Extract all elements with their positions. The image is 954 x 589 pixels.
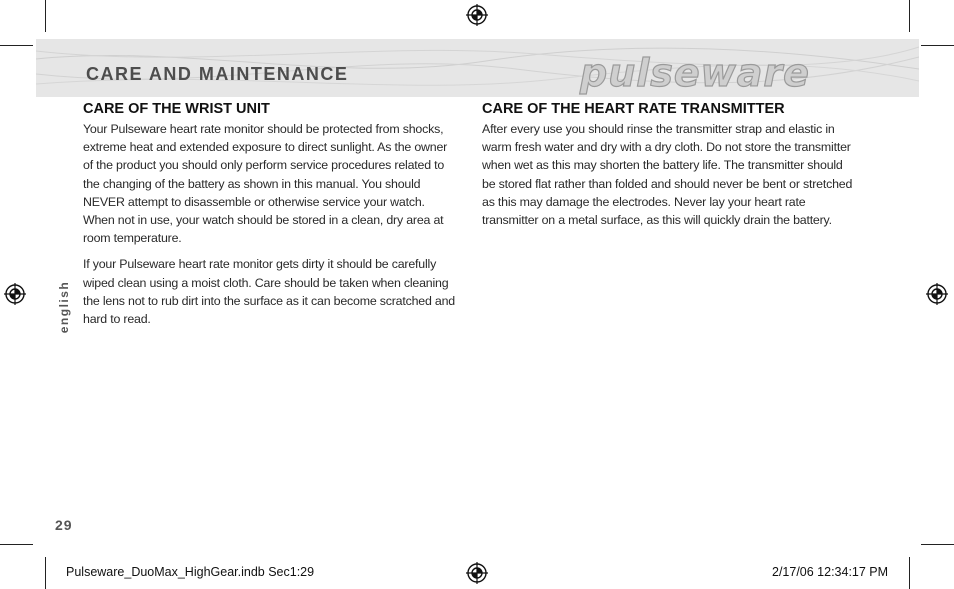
crop-mark: [0, 544, 33, 545]
registration-mark-icon: [926, 283, 948, 305]
paragraph: Your Pulseware heart rate monitor should be protected from shocks, extreme heat and extended exposure to direct sunlight. As the owner of the product you should only perform service procedures related to the changing of the battery as shown in this manual. You should NEVER attempt to disassemble or otherwise service your watch. When not in use, your watch should be stored in a clean, dry area at room temperature.: [83, 122, 448, 246]
crop-mark: [921, 45, 954, 46]
wrist-unit-section: [83, 100, 458, 336]
language-tab: [56, 280, 72, 334]
registration-mark-icon: [466, 4, 488, 26]
crop-mark: [921, 544, 954, 545]
paragraph: After every use you should rinse the transmitter strap and elastic in warm fresh water and dry with a dry cloth. Do not store the transmitter when wet as this may shorten the battery life. The transmitter should be stored flat rather than folded and should never be bent or stretched as this may damage the electrodes. Never lay your heart rate transmitter on a metal surface, as this will quickly drain the battery.: [482, 122, 853, 228]
crop-mark: [909, 0, 910, 32]
section-heading: CARE OF THE HEART RATE TRANSMITTER: [482, 101, 785, 117]
registration-mark-icon: [4, 283, 26, 305]
crop-mark: [909, 557, 910, 589]
crop-mark: [45, 557, 46, 589]
transmitter-section: [482, 100, 854, 237]
language-tab-label: english: [57, 280, 71, 334]
file-slug: Pulseware_DuoMax_HighGear.indb Sec1:29: [66, 565, 315, 579]
section-title: CARE AND MAINTENANCE: [86, 64, 349, 84]
registration-mark-icon: [466, 562, 488, 584]
paragraph: If your Pulseware heart rate monitor gets dirty it should be carefully wiped clean using a moist cloth. Care should be taken when cleaning the lens not to rub dirt into the surface as it can become scratched and hard to read.: [83, 257, 455, 327]
crop-mark: [0, 45, 33, 46]
brand-logo: pulseware: [580, 51, 810, 95]
timestamp-slug: 2/17/06 12:34:17 PM: [772, 565, 889, 579]
crop-mark: [45, 0, 46, 32]
page-number: 29: [55, 517, 73, 533]
section-heading: CARE OF THE WRIST UNIT: [83, 101, 270, 117]
